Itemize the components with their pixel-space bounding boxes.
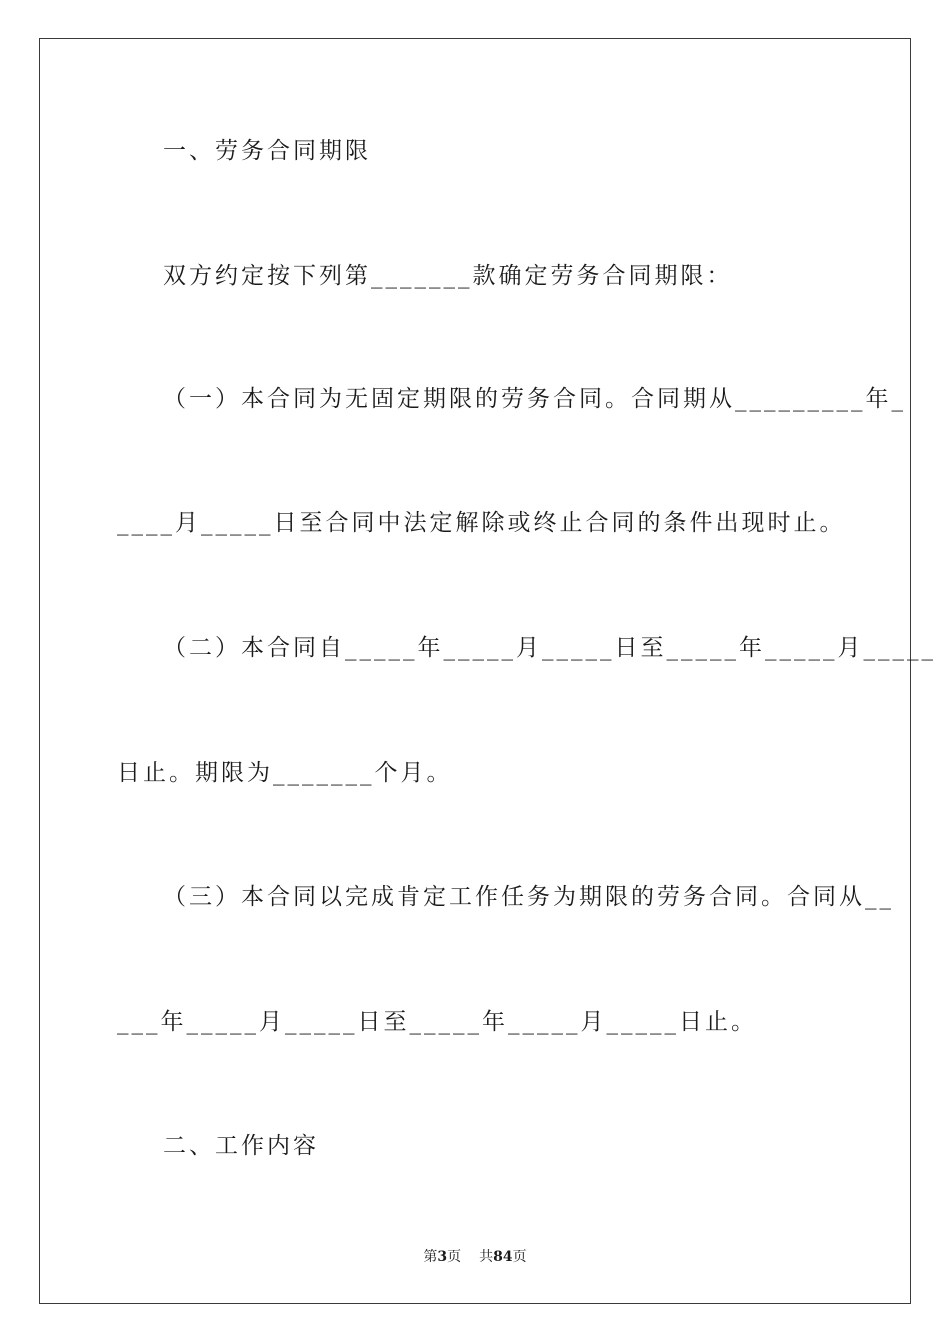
paragraph-option-one-line-1: （一）本合同为无固定期限的劳务合同。合同期从_________年_ xyxy=(163,386,906,412)
paragraph-option-three-line-2: ___年_____月_____日至_____年_____月_____日止。 xyxy=(117,1009,757,1035)
section-heading-contract-term: 一、劳务合同期限 xyxy=(163,138,371,164)
page-footer xyxy=(0,1247,950,1267)
paragraph-option-two-line-2: 日止。期限为_______个月。 xyxy=(117,760,453,786)
current-page-number: 3 xyxy=(437,1249,448,1265)
total-page-count: 84 xyxy=(493,1249,513,1265)
paragraph-option-one-line-2: ____月_____日至合同中法定解除或终止合同的条件出现时止。 xyxy=(117,510,846,536)
total-prefix: 共 xyxy=(479,1249,494,1265)
page-prefix: 第 xyxy=(423,1249,438,1265)
paragraph-term-selection: 双方约定按下列第_______款确定劳务合同期限： xyxy=(163,263,733,289)
total-suffix: 页 xyxy=(512,1249,527,1265)
section-heading-work-content: 二、工作内容 xyxy=(163,1133,319,1159)
page-suffix: 页 xyxy=(447,1249,462,1265)
page-border xyxy=(39,38,911,1304)
paragraph-option-three-line-1: （三）本合同以完成肯定工作任务为期限的劳务合同。合同从__ xyxy=(163,884,894,910)
paragraph-option-two-line-1: （二）本合同自_____年_____月_____日至_____年_____月_____ xyxy=(163,635,936,661)
